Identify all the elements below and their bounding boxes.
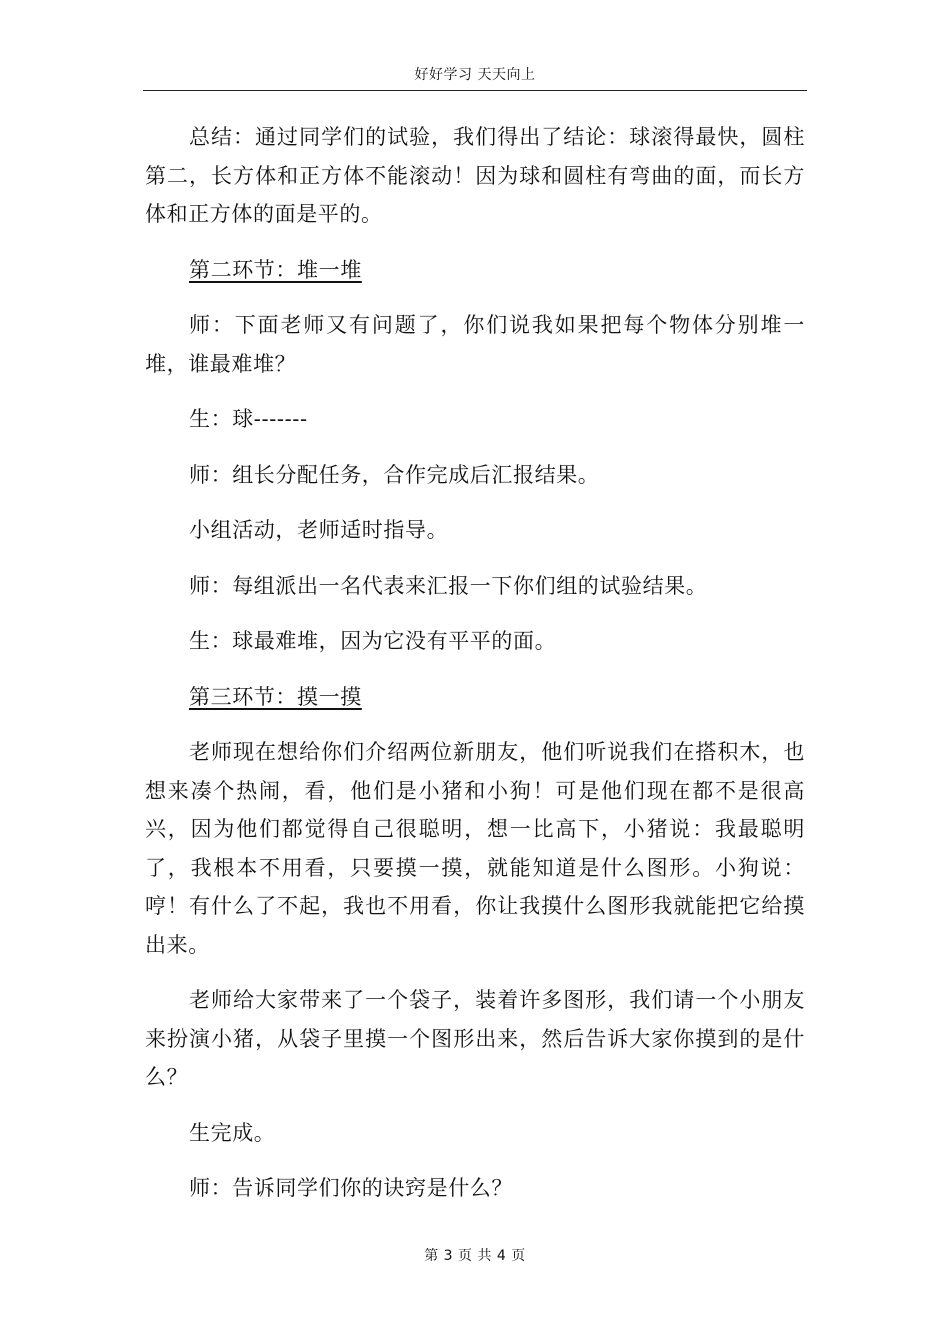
paragraph-student-conclusion: 生：球最难堆，因为它没有平平的面。 [189, 629, 557, 653]
paragraph-group-activity: 小组活动，老师适时指导。 [189, 518, 449, 542]
paragraph-student-answer-ball: 生：球------- [189, 407, 308, 431]
paragraph-teacher-task: 师：组长分配任务，合作完成后汇报结果。 [189, 462, 600, 487]
document-body [145, 118, 805, 1225]
paragraph-teacher-question: 师：下面老师又有问题了，你们说我如果把每个物体分别堆一堆，谁最难堆？ [145, 313, 805, 376]
paragraph-teacher-secret: 师：告诉同学们你的诀窍是什么？ [189, 1176, 513, 1200]
section-heading-stack [145, 251, 805, 290]
section-heading-touch [145, 678, 805, 717]
paragraph-teacher-report: 师：每组派出一名代表来汇报一下你们组的试验结果。 [189, 573, 708, 598]
paragraph-student-complete: 生完成。 [189, 1120, 276, 1145]
paragraph-bag-activity: 老师给大家带来了一个袋子，装着许多图形，我们请一个小朋友来扮演小猪，从袋子里摸一个图形出来，然后告诉大家你摸到的是什么？ [145, 988, 805, 1089]
section-title-touch: 第三环节：摸一摸 [189, 684, 362, 709]
paragraph-story: 老师现在想给你们介绍两位新朋友，他们听说我们在搭积木，也想来凑个热闹，看，他们是小猪和小狗！可是他们现在都不是很高兴，因为他们都觉得自己很聪明，想一比高下，小猪说：我最聪明了，我根本不用看，只要摸一摸，就能知道是什么图形。小狗说：哼！有什么了不起，我也不用看，你让我摸什么图形我就能把它给摸出来。 [145, 740, 805, 957]
paragraph-summary: 总结：通过同学们的试验，我们得出了结论：球滚得最快，圆柱第二，长方体和正方体不能滚动！因为球和圆柱有弯曲的面，而长方体和正方体的面是平的。 [145, 125, 805, 226]
page-header: 好好学习 天天向上 [143, 66, 807, 91]
page-footer: 第 3 页 共 4 页 [424, 1248, 526, 1264]
section-title-stack: 第二环节：堆一堆 [189, 257, 362, 282]
